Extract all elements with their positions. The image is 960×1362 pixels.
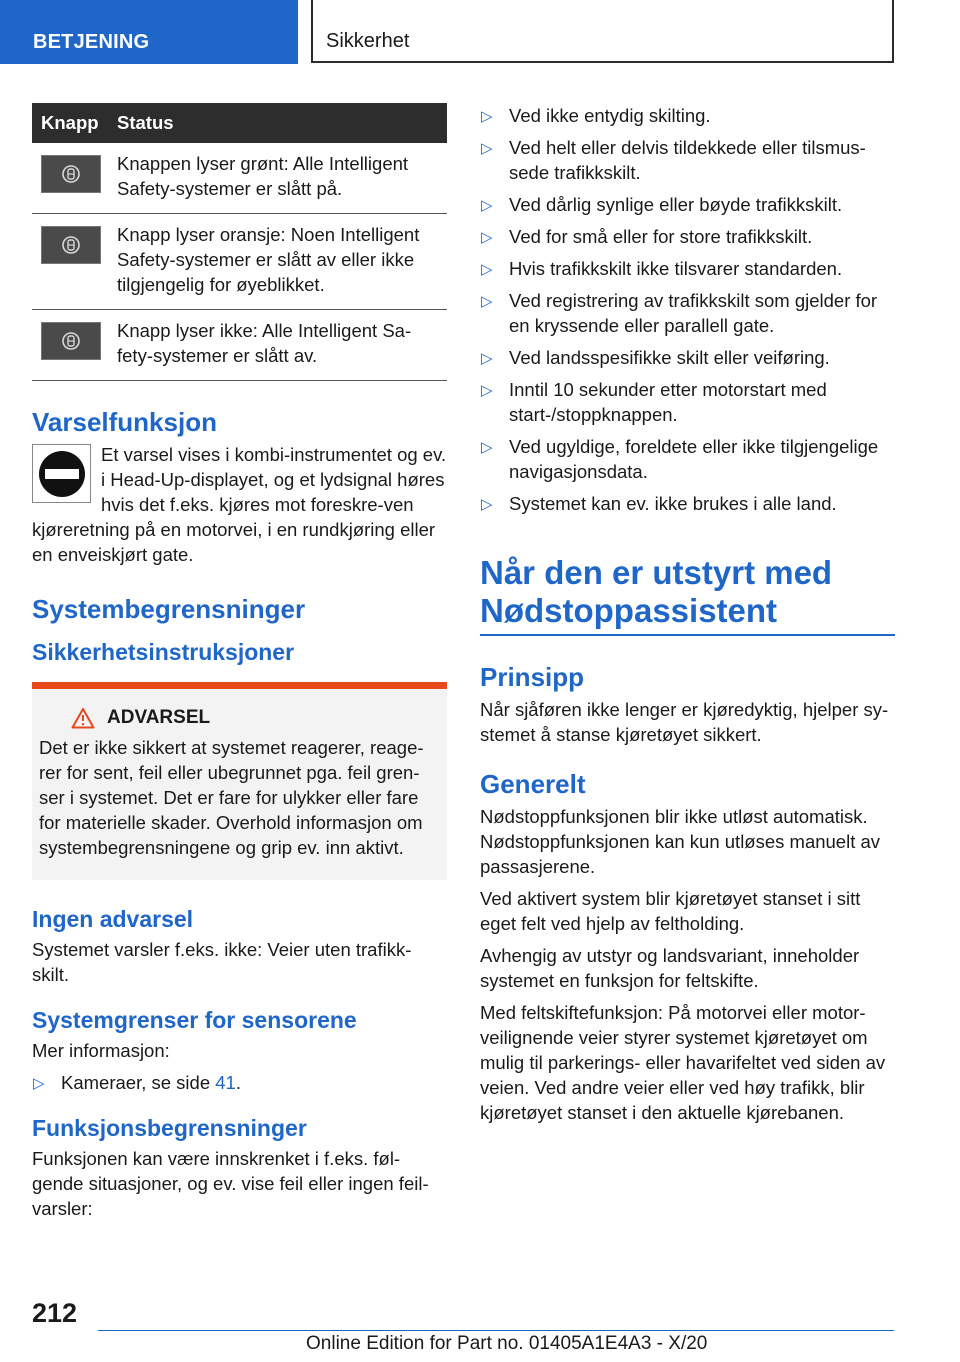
triangle-bullet-icon: ▷	[481, 229, 493, 246]
principle-text: Når sjåføren ikke lenger er kjøredyktig, hjelper sy-stemet å stanse kjøretøyet sikkert.	[480, 699, 889, 745]
heading-warning-function: Varselfunksjon	[32, 407, 217, 437]
warning-box	[32, 682, 447, 880]
warning-triangle-icon	[71, 707, 95, 729]
status-text: Knapp lyser ikke: Alle Intelligent Sa-fety-systemer er slått av.	[116, 310, 447, 381]
button-status-table	[32, 103, 447, 381]
list-item: ▷ Inntil 10 sekunder etter motorstart med start-/stoppknappen.	[481, 379, 827, 425]
footer-rule	[98, 1330, 894, 1331]
list-item: ▷ Ved ugyldige, foreldete eller ikke tilgjengelige navigasjonsdata.	[481, 436, 879, 482]
triangle-bullet-icon: ▷	[481, 197, 493, 214]
general-paragraph: Ved aktivert system blir kjøretøyet stanset i sitt eget felt ved hjelp av feltholding.	[480, 888, 861, 934]
status-text: Knappen lyser grønt: Alle Intelligent Safety-systemer er slått på.	[116, 143, 447, 214]
list-item: ▷ Ved registrering av trafikkskilt som gjelder for en kryssende eller parallell gate.	[481, 290, 878, 336]
warning-function-text: Et varsel vises i kombi-instrumentet og ev. i Head-Up-displayet, og et lydsignal høres hvis det f.eks. kjøres mot foreskre-ven kjøreretning på en motorvei, i en rundkjøring eller en enveiskjørt gate.	[32, 444, 447, 565]
triangle-bullet-icon: ▷	[481, 350, 493, 367]
triangle-bullet-icon: ▷	[481, 382, 493, 399]
list-item: ▷ Systemet kan ev. ikke brukes i alle land.	[480, 491, 895, 516]
heading-principle: Prinsipp	[480, 662, 585, 692]
list-item: ▷ Ved dårlig synlige eller bøyde trafikkskilt.	[480, 192, 895, 217]
heading-function-limits: Funksjonsbegrensninger	[32, 1115, 307, 1141]
emergency-heading-line1: Når den er utstyrt med	[480, 554, 833, 591]
list-item: ▷ Hvis trafikkskilt ikke tilsvarer standarden.	[480, 256, 895, 281]
table-row	[32, 214, 447, 310]
no-warning-text: Systemet varsler f.eks. ikke: Veier uten trafikk-skilt.	[32, 939, 412, 985]
list-item: ▷ Ved ikke entydig skilting.	[480, 103, 895, 128]
heading-sensor-limits: Systemgrenser for sensorene	[32, 1007, 357, 1033]
warning-title: ADVARSEL	[107, 707, 211, 728]
page-link[interactable]: 41	[215, 1072, 236, 1093]
chapter-title: Sikkerhet	[311, 0, 894, 63]
table-header-button: Knapp	[32, 103, 116, 143]
status-text: Knapp lyser oransje: Noen Intelligent Safety-systemer er slått av eller ikke tilgjengelig for øyeblikket.	[116, 214, 447, 310]
triangle-bullet-icon: ▷	[481, 439, 493, 456]
page-number: 212	[32, 1298, 78, 1328]
general-paragraph: Nødstoppfunksjonen blir ikke utløst automatisk. Nødstoppfunksjonen kan kun utløses manuelt av passasjerene.	[480, 806, 881, 877]
triangle-bullet-icon: ▷	[481, 496, 493, 513]
general-paragraph: Avhengig av utstyr og landsvariant, inneholder systemet en funksjon for feltskifte.	[480, 945, 860, 991]
emergency-heading	[480, 554, 895, 636]
no-entry-sign-icon	[32, 444, 91, 503]
table-row	[32, 310, 447, 381]
table-header-status: Status	[116, 103, 447, 143]
triangle-bullet-icon: ▷	[33, 1075, 45, 1092]
heading-safety-instructions: Sikkerhetsinstruksjoner	[32, 639, 295, 665]
triangle-bullet-icon: ▷	[481, 293, 493, 310]
function-limits-list	[480, 103, 895, 516]
heading-no-warning: Ingen advarsel	[32, 906, 194, 932]
sensor-text: Mer informasjon:	[32, 1040, 170, 1061]
heading-general: Generelt	[480, 769, 586, 799]
function-limits-text: Funksjonen kan være innskrenket i f.eks. føl-gende situasjoner, og ev. vise feil eller ingen feil-varsler:	[32, 1148, 429, 1219]
table-row	[32, 143, 447, 214]
right-column	[480, 103, 895, 1132]
triangle-bullet-icon: ▷	[481, 108, 493, 125]
general-paragraph: Med feltskiftefunksjon: På motorvei eller motor-veilignende veier styrer systemet kjøretøyet om mulig til parkerings- eller havarifeltet ved siden av veien. Ved andre veier eller ved høy trafikk, blir kjøretøyet stanset i den aktuelle kjørebanen.	[480, 1002, 886, 1123]
triangle-bullet-icon: ▷	[481, 140, 493, 157]
emergency-heading-line2: Nødstoppassistent	[480, 592, 778, 629]
sensor-list	[32, 1070, 447, 1095]
list-item: ▷ Kameraer, se side 41.	[32, 1070, 447, 1095]
left-column	[32, 103, 447, 1228]
intelligent-safety-button-icon	[41, 226, 101, 264]
section-tab: BETJENING	[0, 0, 298, 64]
intelligent-safety-button-icon	[41, 155, 101, 193]
triangle-bullet-icon: ▷	[481, 261, 493, 278]
heading-system-limits: Systembegrensninger	[32, 594, 306, 624]
intelligent-safety-button-icon	[41, 322, 101, 360]
list-item: ▷ Ved for små eller for store trafikkskilt.	[480, 224, 895, 249]
list-item: ▷ Ved helt eller delvis tildekkede eller tilsmus-sede trafikkskilt.	[481, 137, 866, 183]
list-item: ▷ Ved landsspesifikke skilt eller veiføring.	[480, 345, 895, 370]
footer-edition: Online Edition for Part no. 01405A1E4A3 - X/20	[306, 1333, 708, 1354]
warning-text: Det er ikke sikkert at systemet reagerer, reage-rer for sent, feil eller ubegrunnet pga. feil gren-ser i systemet. Det er fare for ulykker eller fare for materielle skader. Overhold informasjon om systembegrensningene og grip ev. inn aktivt.	[39, 737, 424, 858]
